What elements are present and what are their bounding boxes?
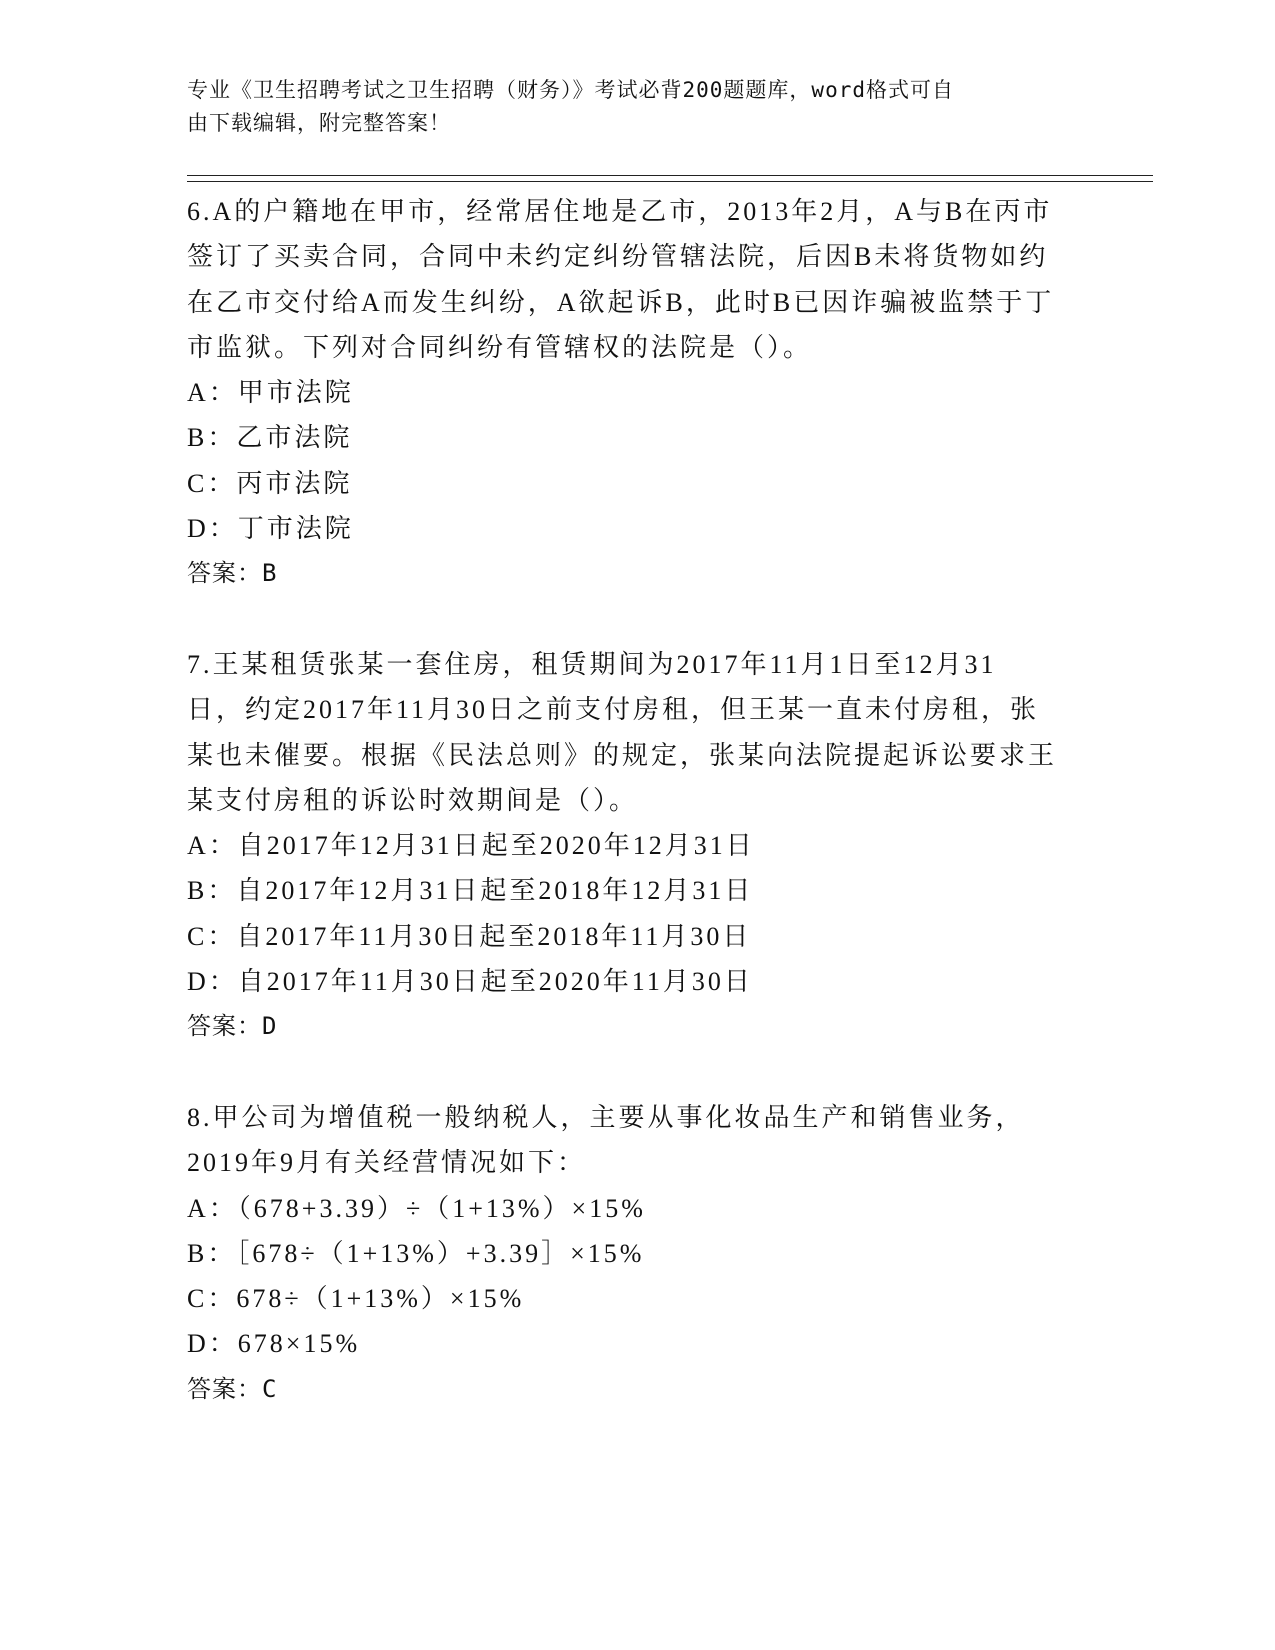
answer-label: 答案：B bbox=[187, 559, 278, 588]
question-stem-line: 日，约定2017年11月30日之前支付房租，但王某一直未付房租，张 bbox=[187, 695, 1040, 725]
answer-label: 答案：D bbox=[187, 1012, 278, 1041]
question-stem-line: 某也未催要。根据《民法总则》的规定，张某向法院提起诉讼要求王 bbox=[187, 740, 1058, 770]
option-b: B：乙市法院 bbox=[187, 423, 353, 453]
option-c: C：自2017年11月30日起至2018年11月30日 bbox=[187, 921, 752, 951]
question-6 bbox=[187, 189, 1087, 597]
answer-label: 答案：C bbox=[187, 1374, 278, 1403]
question-7 bbox=[187, 642, 1087, 1050]
header-line: 专业《卫生招聘考试之卫生招聘（财务）》考试必背200题题库，word格式可自 bbox=[187, 78, 954, 102]
header-divider bbox=[187, 175, 1153, 176]
question-stem-line: 在乙市交付给A而发生纠纷，A欲起诉B，此时B已因诈骗被监禁于丁 bbox=[187, 287, 1055, 317]
option-d: D：丁市法院 bbox=[187, 514, 354, 544]
option-a: A：自2017年12月31日起至2020年12月31日 bbox=[187, 831, 755, 861]
question-stem-line: 市监狱。下列对合同纠纷有管辖权的法院是（）。 bbox=[187, 332, 813, 362]
question-8 bbox=[187, 1095, 1087, 1412]
question-stem-line: 8.甲公司为增值税一般纳税人，主要从事化妆品生产和销售业务， bbox=[187, 1102, 1025, 1132]
option-c: C：678÷（1+13%）×15% bbox=[187, 1284, 525, 1314]
question-list bbox=[187, 189, 1087, 1412]
question-stem-line: 签订了买卖合同，合同中未约定纠纷管辖法院，后因B未将货物如约 bbox=[187, 242, 1049, 272]
question-spacer bbox=[187, 1050, 1087, 1095]
header-divider bbox=[187, 181, 1153, 182]
option-b: B：［678÷（1+13%）+3.39］×15% bbox=[187, 1238, 645, 1268]
option-c: C：丙市法院 bbox=[187, 468, 353, 498]
question-stem-line: 7.王某租赁张某一套住房，租赁期间为2017年11月1日至12月31 bbox=[187, 649, 997, 679]
option-b: B：自2017年12月31日起至2018年12月31日 bbox=[187, 876, 754, 906]
header-line: 由下载编辑，附完整答案！ bbox=[187, 111, 451, 135]
option-a: A：甲市法院 bbox=[187, 378, 354, 408]
question-stem-line: 某支付房租的诉讼时效期间是（）。 bbox=[187, 785, 639, 815]
question-stem-line: 6.A的户籍地在甲市，经常居住地是乙市，2013年2月，A与B在丙市 bbox=[187, 197, 1053, 226]
option-d: D：自2017年11月30日起至2020年11月30日 bbox=[187, 967, 753, 997]
question-spacer bbox=[187, 597, 1087, 642]
document-header bbox=[187, 74, 1067, 140]
question-stem-line: 2019年9月有关经营情况如下： bbox=[187, 1148, 587, 1178]
option-a: A：（678+3.39）÷（1+13%）×15% bbox=[187, 1193, 646, 1223]
option-d: D：678×15% bbox=[187, 1329, 361, 1359]
